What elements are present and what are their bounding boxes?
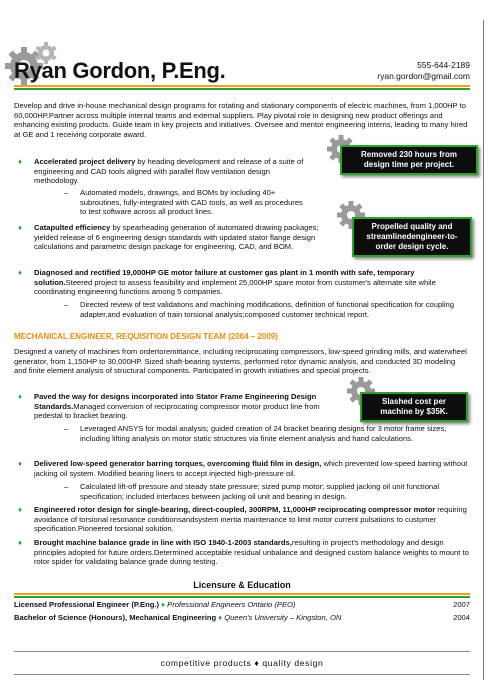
job2-title: MECHANICAL ENGINEER, REQUISITION DESIGN TEAM (2004 – 2009) — [14, 332, 278, 341]
job2-sub-1: Leveraged ANSYS for modal analysis; guided creation of 24 bracket bearing designs for 3 motor frame sizes, including lifting analysis on motor static structures via finite element analysis and hand calculations. — [80, 424, 447, 443]
education-school: Professional Engineers Ontario (PEO) — [167, 600, 296, 609]
bullet-icon: ♦ — [18, 157, 22, 166]
job1-b2-bold: Catapulted efficiency — [34, 223, 111, 232]
footer-tagline: competitive products ♦ quality design — [14, 651, 470, 675]
job1-b1-bold: Accelerated project delivery — [34, 157, 136, 166]
education-heading: Licensure & Education — [193, 580, 291, 590]
email-address: ryan.gordon@gmail.com — [377, 71, 470, 81]
bullet-icon: ♦ — [218, 613, 223, 622]
job2-bullet-1 — [34, 392, 334, 421]
education-row — [14, 613, 470, 623]
job2-bullet-4 — [34, 538, 472, 567]
page-margin-line — [483, 20, 484, 680]
job1-sub-1: Automated models, drawings, and BOMs by including 40+ subroutines, fully-integrated with CAD tools, as well as procedures to test software across all product lines. — [80, 188, 303, 217]
job2-b3-bold: Engineered rotor design for single-bearing, direct-coupled, 300RPM, 11,000HP reciprocating compressor motor — [34, 505, 436, 514]
job1-bullet-3 — [34, 268, 472, 297]
job1-sub-3: Directed review of test validations and machining modifications, definition of functional specification for coupling adapter,and evaluation of train torsional analysis;composed customer technical report. — [80, 300, 454, 319]
bullet-icon: ♦ — [18, 459, 22, 468]
bullet-icon: ♦ — [18, 505, 22, 514]
job1-b2-text: by spearheading generation of automated drawing packages; yielded release of 6 engineering design standards with updated stator flange design calculations and parametric design package for engineering, CAD, and BOM. — [34, 223, 319, 252]
bullet-icon: ♦ — [18, 223, 22, 232]
job2-b2-bold: Delivered low-speed generator barring torques, overcoming fluid film in design, — [34, 459, 322, 468]
education-rule-green — [14, 596, 470, 598]
callout-design-time: Removed 230 hours from design time per project. — [340, 145, 478, 175]
job1-b1-text: by heading development and release of a suite of engineering and CAD tools aligned with parallel flow ventilation design methodology. — [34, 157, 304, 186]
contact-info — [377, 60, 470, 82]
dash-icon: – — [64, 300, 69, 309]
job2-b4-bold: Brought machine balance grade in line with ISO 1940-1-2003 standards, — [34, 538, 292, 547]
phone-number: 555-644-2189 — [417, 60, 470, 70]
job1-bullet-2 — [34, 223, 334, 252]
job2-b4-text: resulting in project's methodology and design principles adopted for future orders.Determined acceptable residual unbalance and designed custom balance weights to mount to rotor spider for validating balance grade during testing. — [34, 538, 469, 567]
dash-icon: – — [64, 482, 69, 491]
job2-bullet-3 — [34, 505, 472, 534]
bullet-icon: ♦ — [18, 538, 22, 547]
bullet-icon: ♦ — [18, 268, 22, 277]
profile-summary: Develop and drive in-house mechanical design programs for rotating and stationary components of electric machines, from 1,000HP to 60,000HP.Partner across multiple internal teams and external suppliers. Play pivotal role in designing new product offerings and enhancing existing products. Guide team in key projects and initiatives. Oversee and mentor engineering interns, leading to many hired at GE and 1 receiving corporate award. — [14, 101, 468, 139]
education-school: Queen's University – Kingston, ON — [224, 613, 342, 622]
dash-icon: – — [64, 424, 69, 433]
education-degree: Licensed Professional Engineer (P.Eng.) — [14, 600, 160, 609]
bullet-icon: ♦ — [161, 600, 166, 609]
header-rule-orange — [14, 85, 470, 87]
job2-b2-text: which prevented low-speed barring without jacking oil system. Modified bearing liners to accept injected high-pressure oil. — [34, 459, 468, 478]
education-degree: Bachelor of Science (Honours), Mechanical Engineering — [14, 613, 217, 622]
education-row — [14, 600, 470, 610]
bullet-icon: ♦ — [18, 392, 22, 401]
header-rule-green — [14, 88, 470, 90]
job2-sub-2: Calculated lift-off pressure and steady state pressure; sized pump motor; supplied jacking oil unit functional specification; included interfaces between jacking oil unit and bearing in design. — [80, 482, 440, 501]
job1-b3-bold: Diagnosed and rectified 19,000HP GE motor failure at customer gas plant in 1 month with safe, temporary solution. — [34, 268, 415, 287]
dash-icon: – — [64, 188, 69, 197]
job2-b3-text: requiring avoidance of torsional resonance conditionsandsystem inertia maintenance to limit motor current pulsations to customer specification.Pioneered torsional solution. — [34, 505, 467, 534]
education-year: 2007 — [453, 600, 470, 609]
education-year: 2004 — [453, 613, 470, 622]
job2-summary: Designed a variety of machines from ordertoremittance, including reciprocating compressors, low-speed grinding mills, and waterwheel generator, from 1,150HP to 30,000HP. Sized shaft-bearing systems, performed rotor dynamic analysis, and conducted 3D modeling and finite element analysis of structural components. Participated in growth initiatives and special projects. — [14, 347, 467, 376]
callout-cost: Slashed cost per machine by $35K. — [360, 392, 468, 422]
job2-b1-text: Managed conversion of reciprocating compressor motor product line from pedestal to bracket bearing. — [34, 401, 320, 421]
callout-quality: Propelled quality and streamlinedengineer-to-order design cycle. — [352, 217, 472, 257]
education-rule-orange — [14, 593, 470, 595]
job1-b3-text: Steered project to assess feasibility and implement 25,000HP spare motor from customer's alternate site while coordinating engineering functions among 5 companies. — [34, 277, 436, 297]
job1-bullet-1 — [34, 157, 306, 186]
job2-b1-bold: Paved the way for designs incorporated into Stator Frame Engineering Design Standards. — [34, 392, 317, 411]
candidate-name: Ryan Gordon, P.Eng. — [14, 58, 226, 83]
job2-bullet-2 — [34, 459, 472, 478]
